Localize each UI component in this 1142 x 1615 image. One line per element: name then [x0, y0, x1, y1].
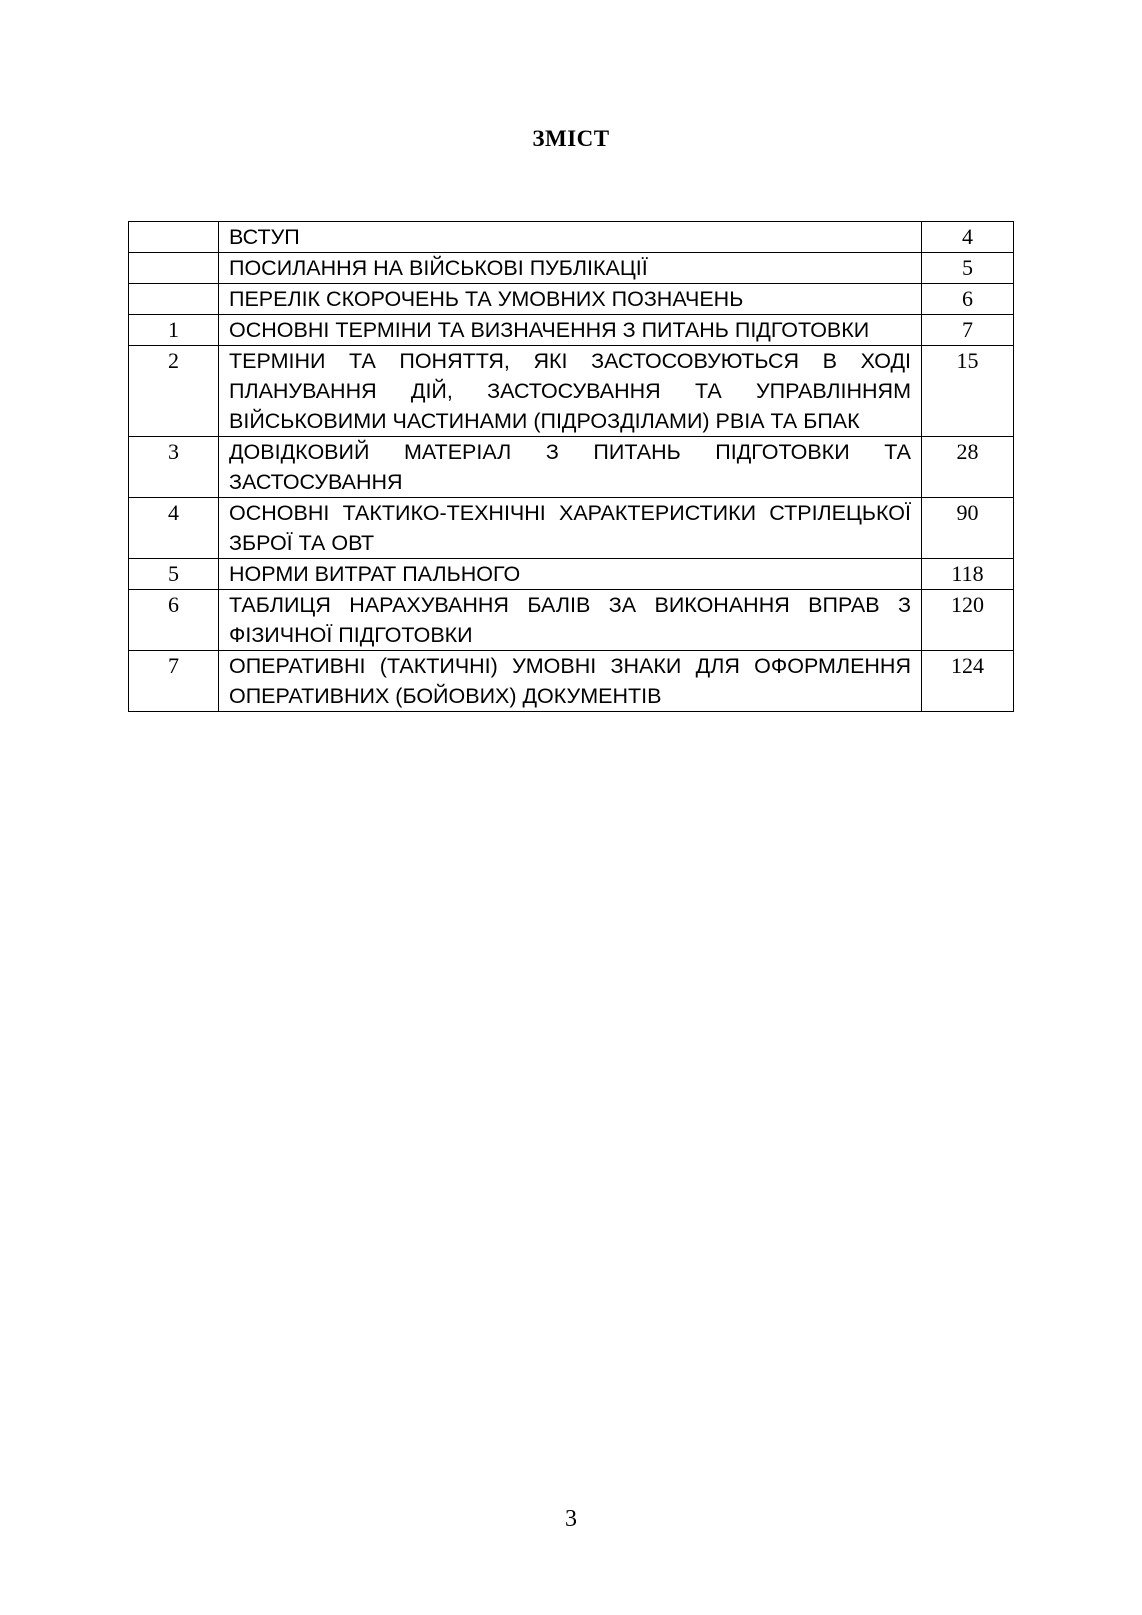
page-number: 3 — [565, 1506, 577, 1532]
table-row — [129, 315, 1014, 346]
toc-row-page: 5 — [922, 253, 1014, 284]
toc-row-title: ОСНОВНІ ТЕРМІНИ ТА ВИЗНАЧЕННЯ З ПИТАНЬ ПІДГОТОВКИ — [219, 315, 922, 346]
toc-row-number: 4 — [129, 498, 219, 559]
toc-row-title: ТАБЛИЦЯ НАРАХУВАННЯ БАЛІВ ЗА ВИКОНАННЯ ВПРАВ З ФІЗИЧНОЇ ПІДГОТОВКИ — [219, 590, 922, 651]
toc-row-page: 15 — [922, 346, 1014, 437]
toc-row-title: ОСНОВНІ ТАКТИКО-ТЕХНІЧНІ ХАРАКТЕРИСТИКИ СТРІЛЕЦЬКОЇ ЗБРОЇ ТА ОВТ — [219, 498, 922, 559]
table-row — [129, 222, 1014, 253]
table-row — [129, 253, 1014, 284]
table-row — [129, 346, 1014, 437]
toc-row-number — [129, 222, 219, 253]
table-row — [129, 590, 1014, 651]
toc-row-title: ДОВІДКОВИЙ МАТЕРІАЛ З ПИТАНЬ ПІДГОТОВКИ ТА ЗАСТОСУВАННЯ — [219, 437, 922, 498]
toc-row-number: 3 — [129, 437, 219, 498]
toc-row-number — [129, 284, 219, 315]
toc-row-number: 1 — [129, 315, 219, 346]
table-row — [129, 651, 1014, 712]
toc-row-title: ОПЕРАТИВНІ (ТАКТИЧНІ) УМОВНІ ЗНАКИ ДЛЯ ОФОРМЛЕННЯ ОПЕРАТИВНИХ (БОЙОВИХ) ДОКУМЕНТІВ — [219, 651, 922, 712]
page-title: ЗМІСТ — [532, 126, 610, 151]
toc-row-title: НОРМИ ВИТРАТ ПАЛЬНОГО — [219, 559, 922, 590]
toc-row-page: 118 — [922, 559, 1014, 590]
toc-row-number: 6 — [129, 590, 219, 651]
toc-row-number: 2 — [129, 346, 219, 437]
table-row — [129, 559, 1014, 590]
table-row — [129, 498, 1014, 559]
table-row — [129, 284, 1014, 315]
toc-row-title: ПОСИЛАННЯ НА ВІЙСЬКОВІ ПУБЛІКАЦІЇ — [219, 253, 922, 284]
toc-row-page: 120 — [922, 590, 1014, 651]
toc-row-page: 28 — [922, 437, 1014, 498]
toc-row-title: ТЕРМІНИ ТА ПОНЯТТЯ, ЯКІ ЗАСТОСОВУЮТЬСЯ В ХОДІ ПЛАНУВАННЯ ДІЙ, ЗАСТОСУВАННЯ ТА УПРАВЛІННЯМ ВІЙСЬКОВИМИ ЧАСТИНАМИ (ПІДРОЗДІЛАМИ) РВІА ТА БПАК — [219, 346, 922, 437]
toc-row-number — [129, 253, 219, 284]
toc-row-title: ВСТУП — [219, 222, 922, 253]
toc-row-number: 5 — [129, 559, 219, 590]
toc-row-number: 7 — [129, 651, 219, 712]
table-of-contents — [128, 221, 1014, 712]
toc-row-page: 6 — [922, 284, 1014, 315]
toc-row-page: 90 — [922, 498, 1014, 559]
toc-row-title: ПЕРЕЛІК СКОРОЧЕНЬ ТА УМОВНИХ ПОЗНАЧЕНЬ — [219, 284, 922, 315]
table-row — [129, 437, 1014, 498]
toc-row-page: 4 — [922, 222, 1014, 253]
toc-row-page: 124 — [922, 651, 1014, 712]
toc-row-page: 7 — [922, 315, 1014, 346]
